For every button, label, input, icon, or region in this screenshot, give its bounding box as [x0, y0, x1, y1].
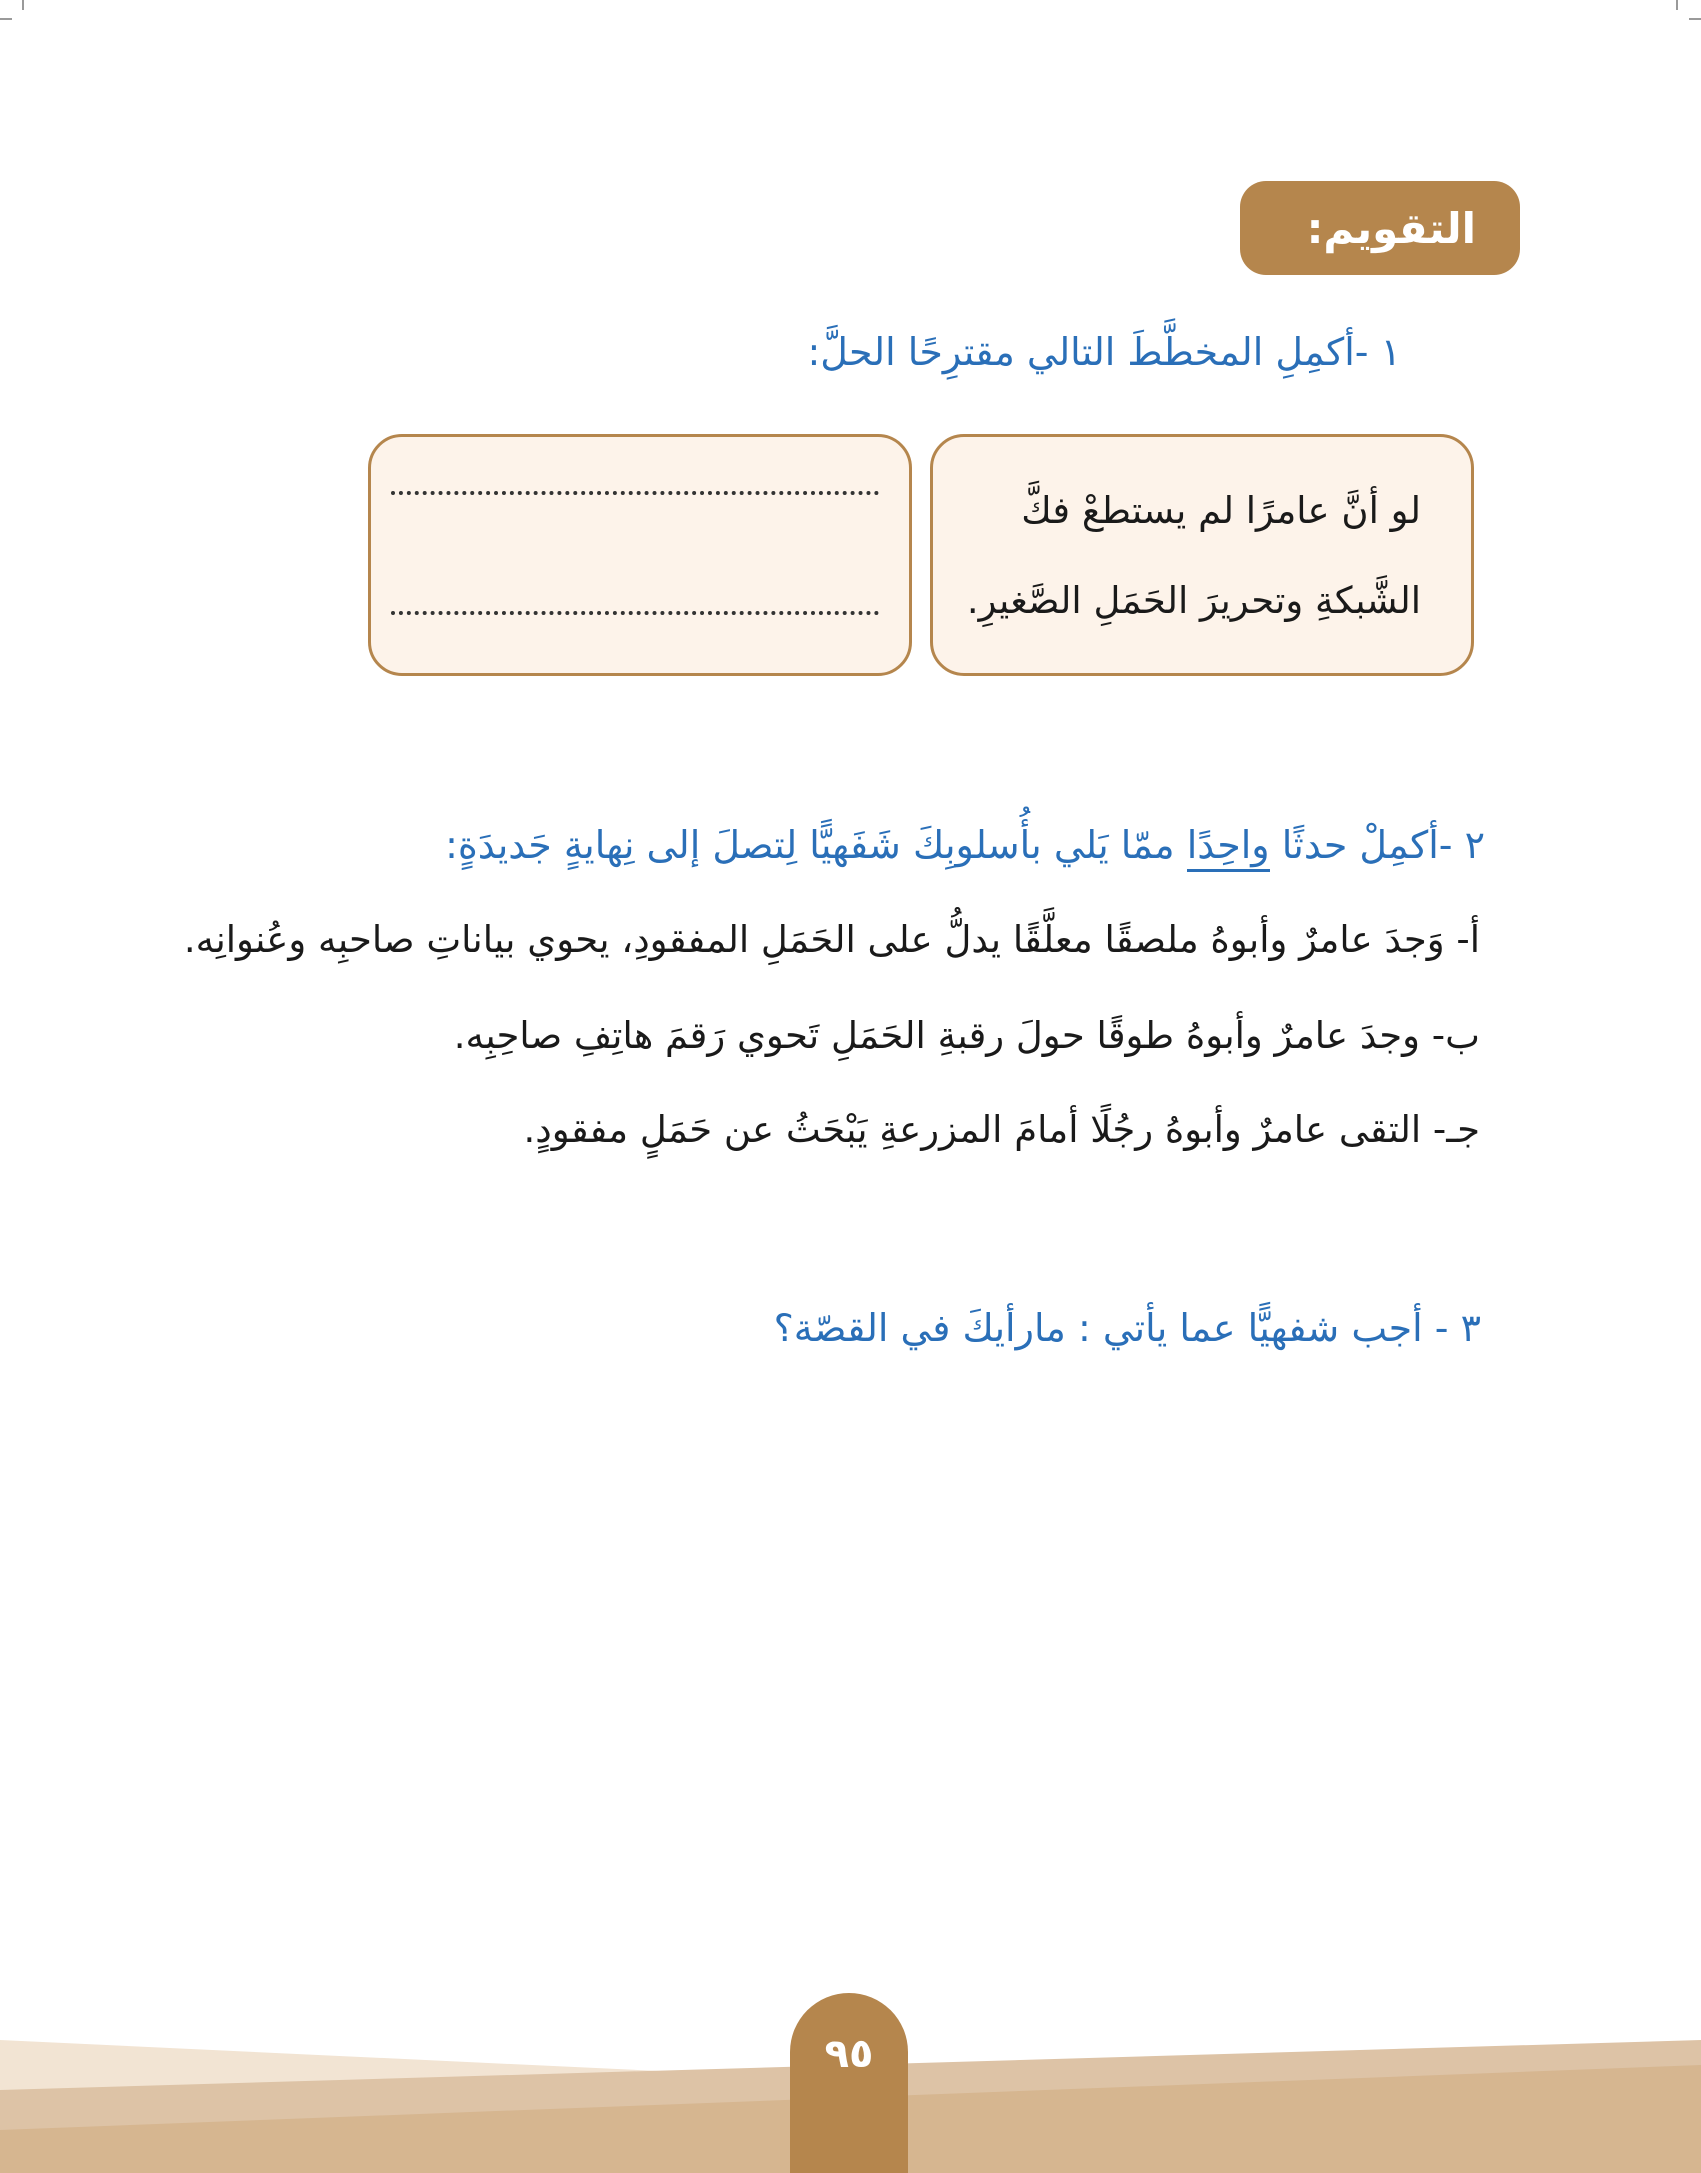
section-header-title: التقويم:: [1306, 203, 1476, 253]
scenario-box: [930, 434, 1474, 676]
question-2-title: [445, 823, 1485, 867]
crop-mark: [1676, 0, 1678, 10]
question-2-item-a: أ- وَجدَ عامرٌ وأبوهُ ملصقًا معلَّقًا يدلُّ على الحَمَلِ المفقودِ، يحوي بياناتِ صاحبِه وعُنوانِه.: [183, 918, 1480, 961]
answer-dotted-line-2: [391, 611, 879, 615]
question-2-title-start: ٢ -أكمِلْ حدثًا: [1269, 823, 1485, 867]
question-1-title: ١ -أكمِلِ المخطَّطَ التالي مقترِحًا الحلَّ:: [807, 330, 1401, 374]
scenario-line-1: لو أنَّ عامرًا لم يستطعْ فكَّ: [1021, 489, 1421, 532]
section-header-tab: [1240, 181, 1520, 275]
crop-mark: [1689, 18, 1701, 20]
crop-mark: [22, 0, 24, 10]
scenario-line-2: الشَّبكةِ وتحريرَ الحَمَلِ الصَّغيرِ.: [966, 579, 1421, 622]
crop-mark: [0, 18, 12, 20]
answer-dotted-line-1: [391, 491, 879, 495]
page-number-tab: [790, 1993, 908, 2173]
answer-box: [368, 434, 912, 676]
question-3-title: ٣ - أجب شفهيًّا عما يأتي : مارأيكَ في القصّة؟: [773, 1306, 1481, 1350]
question-2-item-c: جـ- التقى عامرٌ وأبوهُ رجُلًا أمامَ المزرعةِ يَبْحَثُ عن حَمَلٍ مفقودٍ.: [523, 1108, 1480, 1151]
page-number: ٩٥: [824, 2031, 874, 2077]
question-2-title-end: ممّا يَلي بأُسلوبِكَ شَفَهيًّا لِتصلَ إلى نِهايةٍ جَديدَةٍ:: [445, 823, 1187, 867]
question-2-item-b: ب- وجدَ عامرٌ وأبوهُ طوقًا حولَ رقبةِ الحَمَلِ تَحوي رَقمَ هاتِفِ صاحِبِه.: [453, 1014, 1480, 1057]
question-2-title-underlined: واحِدًا: [1187, 823, 1270, 872]
